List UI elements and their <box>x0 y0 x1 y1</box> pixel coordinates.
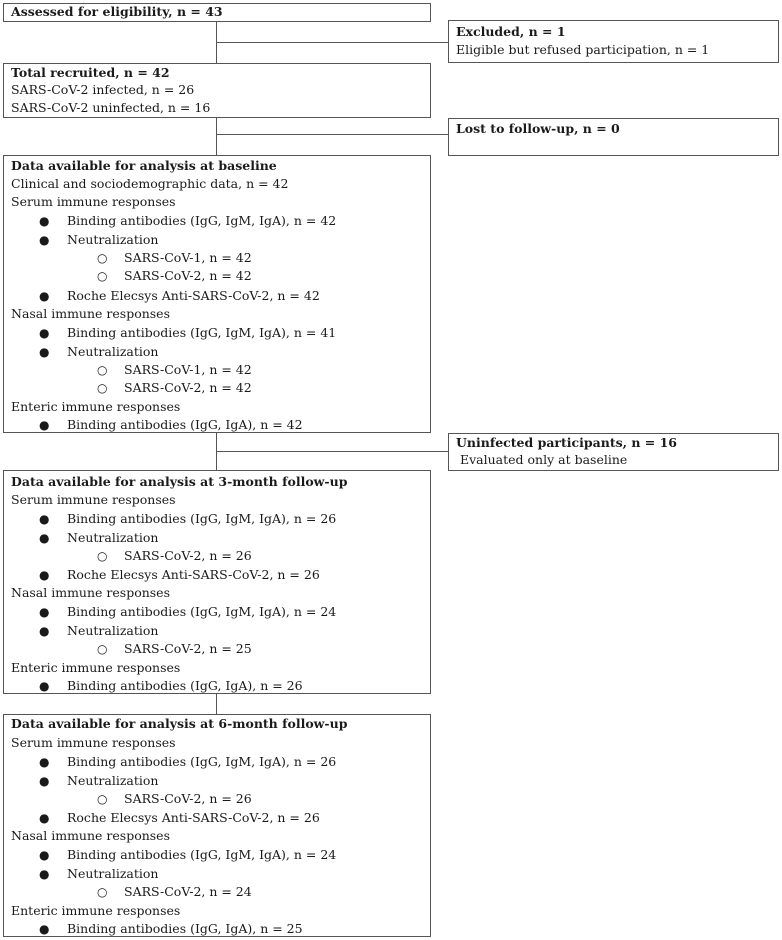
bullet-icon: ● <box>39 512 50 526</box>
assessed-box <box>3 3 431 22</box>
bullet-icon: ● <box>39 418 50 432</box>
connector-line <box>216 134 448 135</box>
connector-line <box>216 451 448 452</box>
connector-line <box>216 694 217 714</box>
sub-bullet-icon: ○ <box>97 269 108 283</box>
month3-box <box>3 470 431 694</box>
uninfected-title: Uninfected participants, n = 16 <box>456 435 677 450</box>
month3-line: Serum immune responses <box>11 492 176 507</box>
month3-line: Roche Elecsys Anti-SARS-CoV-2, n = 26 <box>67 567 320 582</box>
month6-line: SARS-CoV-2, n = 26 <box>124 791 252 806</box>
baseline-line: Clinical and sociodemographic data, n = 42 <box>11 176 289 191</box>
month6-line: Roche Elecsys Anti-SARS-CoV-2, n = 26 <box>67 810 320 825</box>
month6-box <box>3 714 431 937</box>
month6-title: Data available for analysis at 6-month follow-up <box>11 716 348 731</box>
assessed-title: Assessed for eligibility, n = 43 <box>11 4 223 19</box>
baseline-line: Neutralization <box>67 232 159 247</box>
lost-box <box>448 118 779 156</box>
bullet-icon: ● <box>39 774 50 788</box>
bullet-icon: ● <box>39 679 50 693</box>
baseline-box <box>3 155 431 433</box>
bullet-icon: ● <box>39 755 50 769</box>
month3-line: Neutralization <box>67 623 159 638</box>
recruited-title: Total recruited, n = 42 <box>11 65 170 80</box>
excluded-detail: Eligible but refused participation, n = 1 <box>456 42 710 57</box>
connector-line <box>216 42 448 43</box>
month6-line: Neutralization <box>67 773 159 788</box>
month3-line: SARS-CoV-2, n = 25 <box>124 641 252 656</box>
bullet-icon: ● <box>39 214 50 228</box>
baseline-line: SARS-CoV-2, n = 42 <box>124 380 252 395</box>
bullet-icon: ● <box>39 326 50 340</box>
baseline-line: Roche Elecsys Anti-SARS-CoV-2, n = 42 <box>67 288 320 303</box>
bullet-icon: ● <box>39 867 50 881</box>
baseline-line: Serum immune responses <box>11 194 176 209</box>
baseline-line: Neutralization <box>67 344 159 359</box>
bullet-icon: ● <box>39 233 50 247</box>
bullet-icon: ● <box>39 811 50 825</box>
baseline-line: Binding antibodies (IgG, IgA), n = 42 <box>67 417 303 432</box>
bullet-icon: ● <box>39 568 50 582</box>
sub-bullet-icon: ○ <box>97 363 108 377</box>
baseline-line: SARS-CoV-2, n = 42 <box>124 268 252 283</box>
month3-line: Binding antibodies (IgG, IgM, IgA), n = 26 <box>67 511 337 526</box>
excluded-title: Excluded, n = 1 <box>456 24 566 39</box>
baseline-title: Data available for analysis at baseline <box>11 158 277 173</box>
recruited-box <box>3 63 431 118</box>
month6-line: Binding antibodies (IgG, IgM, IgA), n = 26 <box>67 754 337 769</box>
baseline-line: Binding antibodies (IgG, IgM, IgA), n = 41 <box>67 325 337 340</box>
baseline-line: Enteric immune responses <box>11 399 181 414</box>
sub-bullet-icon: ○ <box>97 549 108 563</box>
uninfected-detail: Evaluated only at baseline <box>460 452 628 467</box>
bullet-icon: ● <box>39 531 50 545</box>
month3-line: SARS-CoV-2, n = 26 <box>124 548 252 563</box>
month3-line: Binding antibodies (IgG, IgA), n = 26 <box>67 678 303 693</box>
baseline-line: Binding antibodies (IgG, IgM, IgA), n = 42 <box>67 213 337 228</box>
connector-line <box>216 118 217 155</box>
sub-bullet-icon: ○ <box>97 381 108 395</box>
sub-bullet-icon: ○ <box>97 792 108 806</box>
month6-line: Binding antibodies (IgG, IgA), n = 25 <box>67 921 303 936</box>
recruited-infected: SARS-CoV-2 infected, n = 26 <box>11 82 195 97</box>
excluded-box <box>448 20 779 63</box>
month6-line: Serum immune responses <box>11 735 176 750</box>
bullet-icon: ● <box>39 624 50 638</box>
bullet-icon: ● <box>39 289 50 303</box>
recruited-uninfected: SARS-CoV-2 uninfected, n = 16 <box>11 100 211 115</box>
sub-bullet-icon: ○ <box>97 885 108 899</box>
month3-line: Nasal immune responses <box>11 585 170 600</box>
month3-line: Binding antibodies (IgG, IgM, IgA), n = 24 <box>67 604 337 619</box>
month6-line: Binding antibodies (IgG, IgM, IgA), n = 24 <box>67 847 337 862</box>
month6-line: Enteric immune responses <box>11 903 181 918</box>
month6-line: SARS-CoV-2, n = 24 <box>124 884 252 899</box>
bullet-icon: ● <box>39 605 50 619</box>
month6-line: Neutralization <box>67 866 159 881</box>
month6-line: Nasal immune responses <box>11 828 170 843</box>
sub-bullet-icon: ○ <box>97 642 108 656</box>
month3-title: Data available for analysis at 3-month follow-up <box>11 474 348 489</box>
bullet-icon: ● <box>39 848 50 862</box>
baseline-line: Nasal immune responses <box>11 306 170 321</box>
uninfected-box <box>448 433 779 471</box>
month3-line: Enteric immune responses <box>11 660 181 675</box>
sub-bullet-icon: ○ <box>97 251 108 265</box>
baseline-line: SARS-CoV-1, n = 42 <box>124 250 252 265</box>
bullet-icon: ● <box>39 922 50 936</box>
lost-title: Lost to follow-up, n = 0 <box>456 121 620 136</box>
bullet-icon: ● <box>39 345 50 359</box>
month3-line: Neutralization <box>67 530 159 545</box>
baseline-line: SARS-CoV-1, n = 42 <box>124 362 252 377</box>
